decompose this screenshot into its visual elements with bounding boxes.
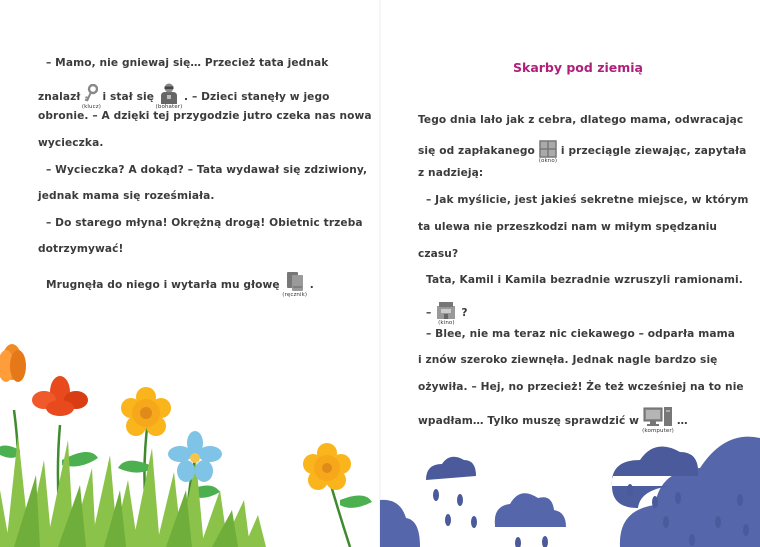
text-fragment: się od zapłakanego [418, 145, 535, 157]
text-line: czasu? [418, 248, 459, 260]
text-fragment: – [426, 307, 432, 319]
computer-icon [643, 406, 673, 428]
cinema-symbol [435, 300, 457, 326]
text-fragment: i przeciągle ziewając, zapytała [560, 145, 747, 157]
symbol-caption: (komputer) [642, 428, 674, 434]
right-page [380, 0, 760, 547]
hero-symbol [155, 82, 183, 110]
text-line: i znów szeroko ziewnęła. Jednak nagle bardzo się [418, 354, 718, 366]
text-line: ożywiła. – Hej, no przecież! Że też wcześniej na to nie [418, 381, 744, 393]
text-line: z nadzieją: [418, 167, 484, 179]
text-line: wycieczka. [38, 137, 104, 149]
symbol-caption: (kino) [438, 320, 455, 326]
text-line: obronie. – A dzięki tej przygodzie jutro czeka nas nowa [38, 110, 372, 122]
text-line [418, 406, 688, 434]
text-line: – Blee, nie ma teraz nic ciekawego – odparła mama [426, 328, 735, 340]
flower [0, 344, 26, 382]
text-line: jednak mama się roześmiała. [38, 190, 215, 202]
window-icon [539, 140, 557, 158]
window-symbol [538, 140, 558, 164]
chapter-title: Skarby pod ziemią [513, 60, 643, 75]
towel-symbol [282, 270, 308, 298]
symbol-caption: (ręcznik) [282, 292, 308, 298]
text-line [426, 300, 468, 326]
text-fragment: . – Dzieci stanęły w jego [184, 91, 330, 103]
meadow-illustration [0, 340, 380, 547]
text-line: Tata, Kamil i Kamila bezradnie wzruszyli ramionami. [426, 274, 743, 286]
text-line [46, 270, 314, 298]
computer-symbol [642, 406, 674, 434]
text-line: – Jak myślicie, jest jakieś sekretne miejsce, w którym [426, 194, 749, 206]
text-line: Tego dnia lało jak z cebra, dlatego mama, odwracając [418, 114, 744, 126]
symbol-caption: (okno) [538, 158, 558, 164]
text-line: – Mamo, nie gniewaj się… Przecież tata jednak [46, 57, 329, 69]
text-fragment: ? [461, 307, 468, 319]
text-fragment: … [677, 415, 688, 427]
text-line: ta ulewa nie przeszkodzi nam w miłym spędzaniu [418, 221, 718, 233]
text-line: – Wycieczka? A dokąd? – Tata wydawał się zdziwiony, [46, 164, 368, 176]
text-fragment: Mrugnęła do niego i wytarła mu głowę [46, 279, 280, 291]
text-fragment: . [309, 279, 314, 291]
cinema-icon [435, 300, 457, 320]
symbol-caption: (klucz) [81, 104, 101, 110]
text-line [38, 82, 330, 110]
key-icon [84, 84, 98, 104]
text-line: – Do starego młyna! Okrężną drogą! Obietnic trzeba [46, 217, 363, 229]
towel-icon [284, 270, 306, 292]
text-fragment: i stał się [102, 91, 155, 103]
hero-icon [158, 82, 180, 104]
symbol-caption: (bohater) [155, 104, 183, 110]
text-line [418, 140, 747, 164]
text-fragment: wpadłam… Tylko muszę sprawdzić w [418, 415, 640, 427]
text-line: dotrzymywać! [38, 243, 124, 255]
text-fragment: znalazł [38, 91, 81, 103]
key-symbol [81, 84, 101, 110]
